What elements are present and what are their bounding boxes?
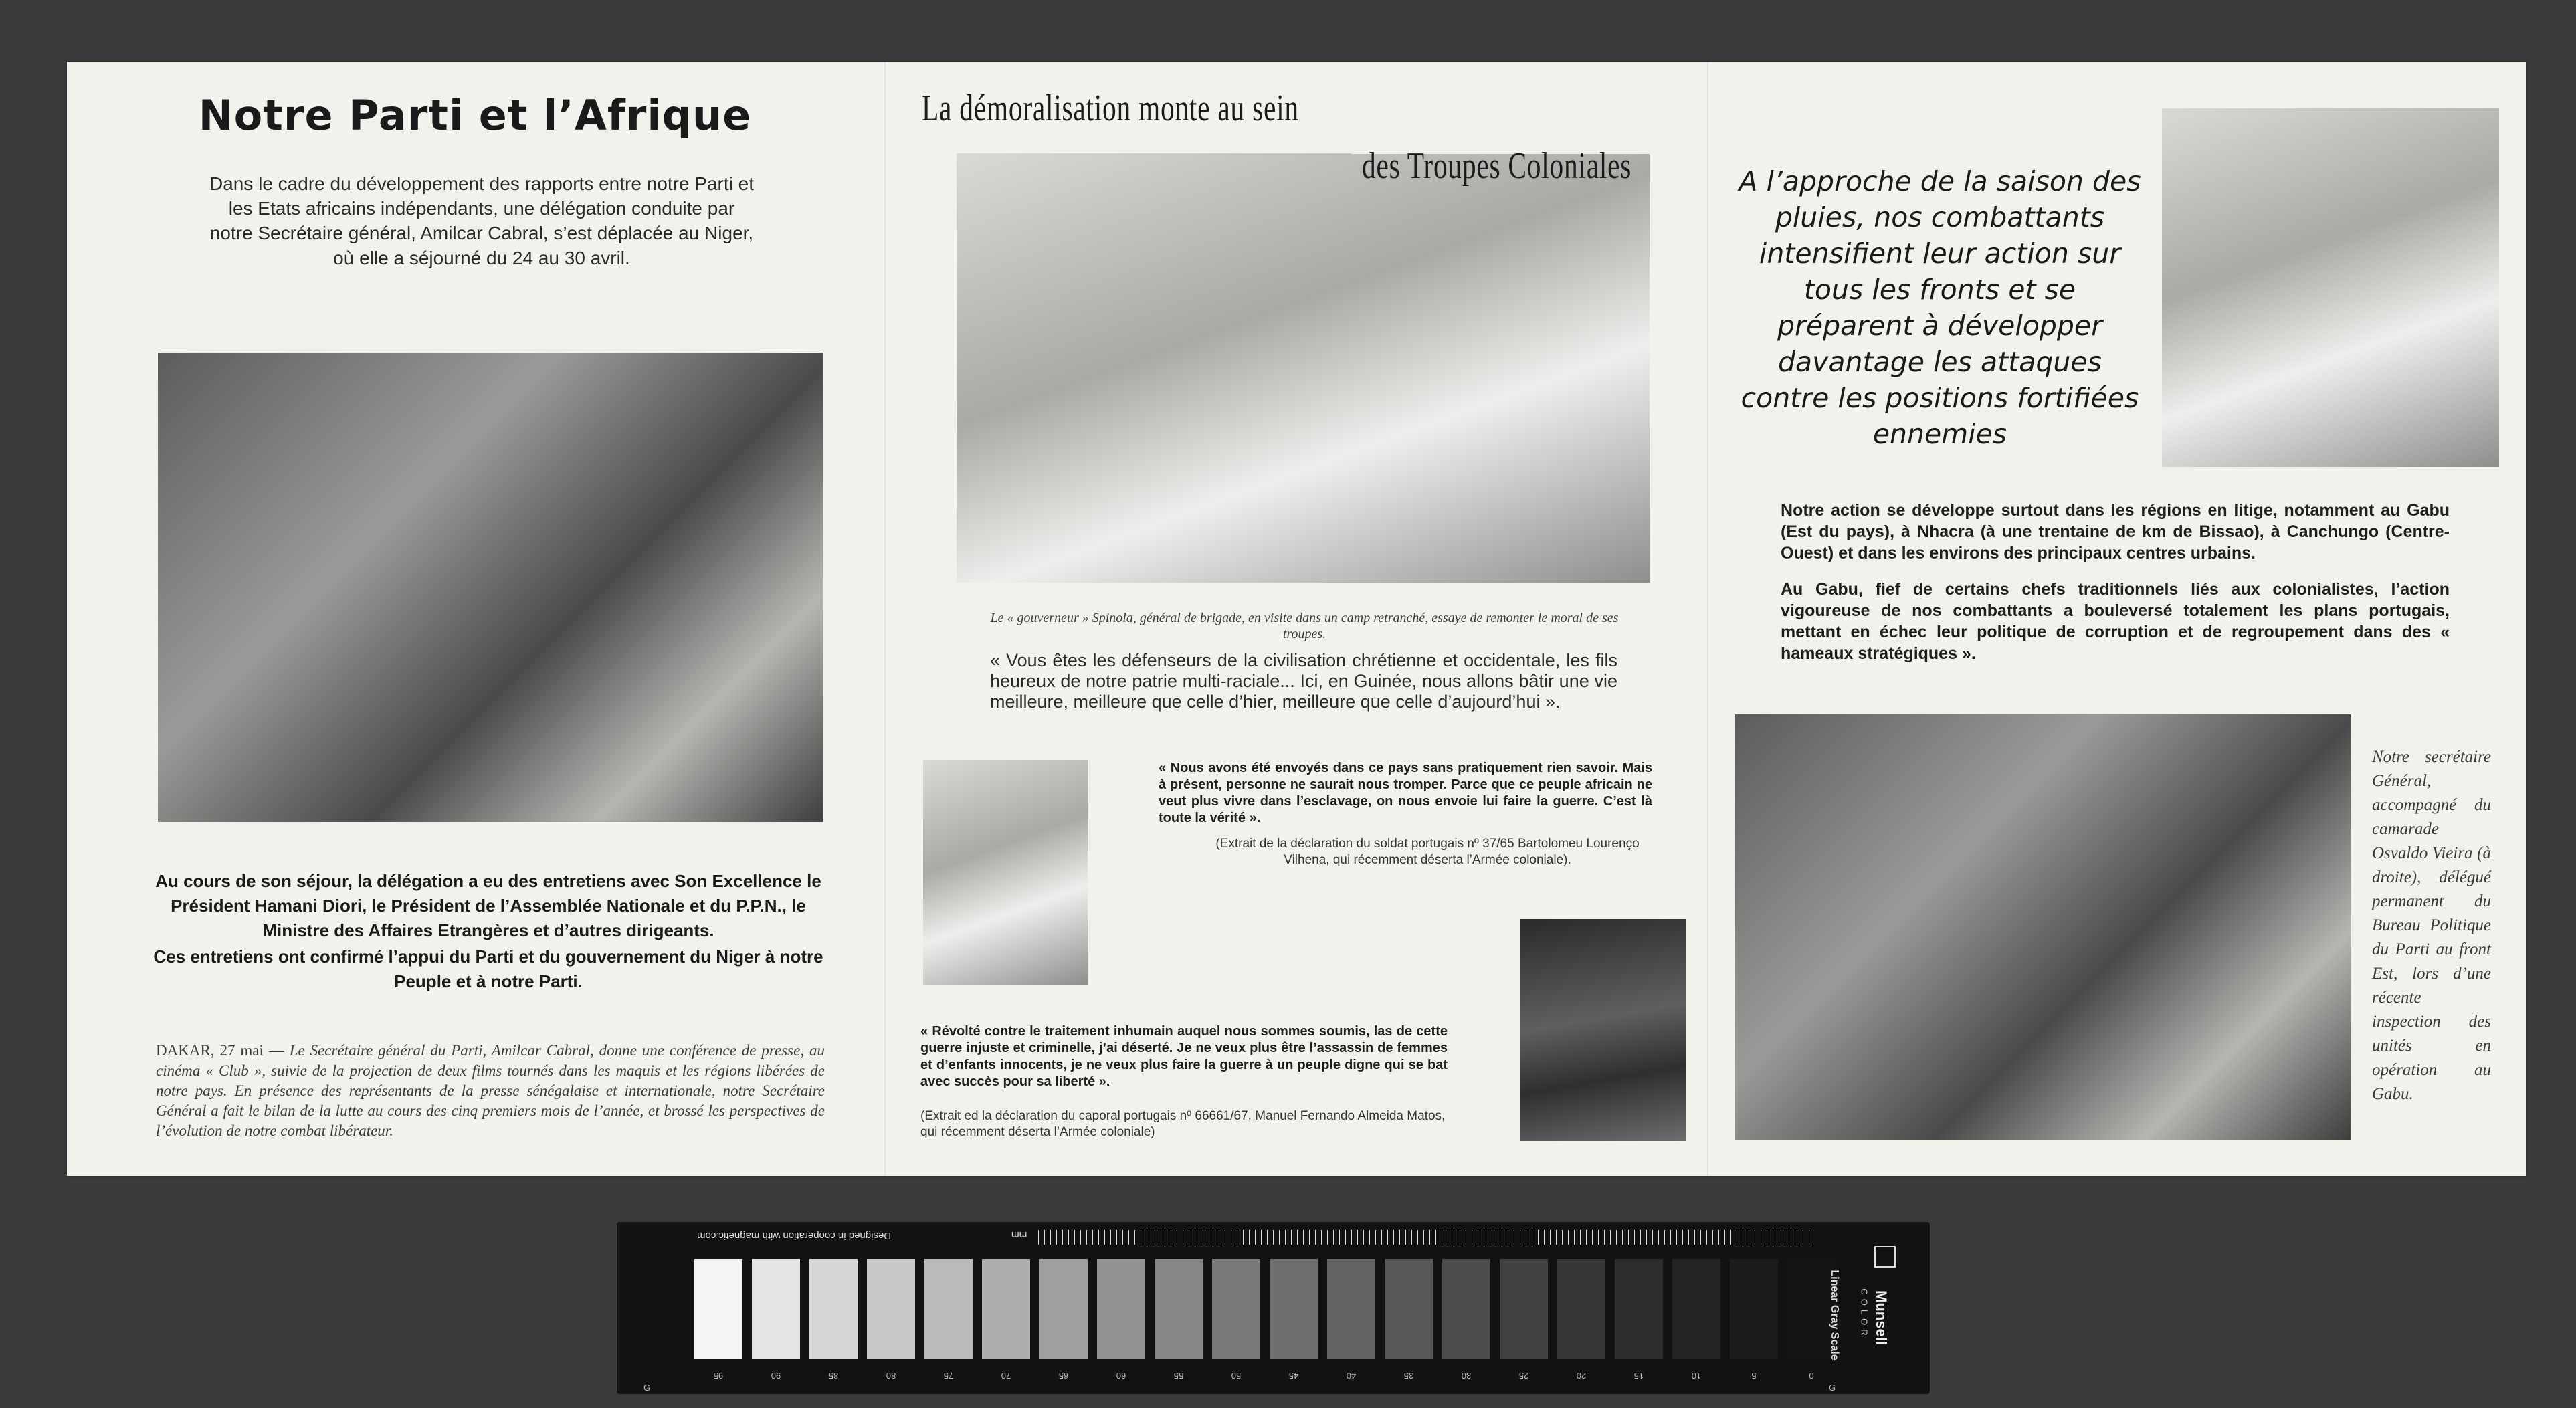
gray-swatch — [924, 1259, 973, 1359]
munsell-branding — [1829, 1235, 1921, 1383]
gray-swatch-label: 10 — [1691, 1371, 1702, 1381]
gray-swatch — [752, 1259, 800, 1359]
testimony-1-source: (Extrait de la déclaration du soldat portugais nº 37/65 Bartolomeu Lourenço Vilhena, qui récemment déserta l’Armée coloniale). — [1215, 837, 1640, 867]
gray-swatch — [1270, 1259, 1318, 1359]
gray-swatch-label: 35 — [1403, 1371, 1414, 1381]
dakar-paragraph — [156, 1041, 825, 1141]
gray-swatch — [1097, 1259, 1145, 1359]
right-para-2: Au Gabu, fief de certains chefs traditionnels liés aux colonialistes, l’action vigoureuse de nos combattants a bouleversé totalement les plans portugais, mettant en échec leur politique de corruption et de regroupement dans des « hameaux stratégiques ». — [1781, 580, 2450, 663]
gray-swatch-label: 25 — [1518, 1371, 1529, 1381]
fold-line-2 — [1707, 62, 1708, 1176]
gray-swatch-label: 70 — [1001, 1371, 1011, 1381]
testimony-2: « Révolté contre le traitement inhumain auquel nous sommes soumis, las de cette guerre injuste et criminelle, j’ai déserté. Je ne veux plus être l’assassin de femmes et d’enfants innocents, je ne veux plus faire la guerre à un peuple digne qui se bat avec succès pour sa liberté ». — [920, 1024, 1448, 1089]
testimony-2-source: (Extrait ed la déclaration du caporal portugais nº 66661/67, Manuel Fernando Almeida Matos, qui récemment déserta l’Armée coloniale) — [920, 1109, 1446, 1139]
gray-swatch-label: 75 — [943, 1371, 954, 1381]
gray-swatch-label: 95 — [713, 1371, 724, 1381]
gray-swatch — [809, 1259, 858, 1359]
middle-title-line-1: La démoralisation monte au sein — [922, 88, 1299, 129]
gray-swatch — [1615, 1259, 1663, 1359]
photo-spinola-visit — [957, 153, 1650, 583]
gray-swatch-label: 90 — [771, 1371, 781, 1381]
gray-swatch — [694, 1259, 742, 1359]
photo-combatants-gabu — [1735, 714, 2351, 1140]
dakar-text: Le Secrétaire général du Parti, Amilcar Cabral, donne une conférence de presse, au cinéma « Club », suivie de la projection de deux films tournés dans les maquis et les régions libérées de notre pays. En présence des représentants de la presse sénégalaise et internationale, notre Secrétaire Général a fait le bilan de la lutte au cours des cinq premiers mois de l’année, et brossé les perspectives de l’évolution de notre combat libérateur. — [156, 1042, 825, 1139]
gray-swatch-label: 0 — [1809, 1371, 1814, 1381]
gray-swatch — [1155, 1259, 1203, 1359]
gray-swatch — [982, 1259, 1030, 1359]
gabu-side-caption: Notre secrétaire Général, accompagné du camarade Osvaldo Vieira (à droite), délégué permanent du Bureau Politique du Parti au front Est, lors d’une récente inspection des unités en opération au Gabu. — [2372, 748, 2491, 1103]
mm-label: mm — [1011, 1230, 1027, 1241]
gray-swatch — [1672, 1259, 1720, 1359]
gray-swatch-label: 80 — [886, 1371, 896, 1381]
testimony-1: « Nous avons été envoyés dans ce pays sans pratiquement rien savoir. Mais à présent, personne ne saurait nous tromper. Parce que ce peuple africain ne veut plus vivre dans l’esclavage, on nous envoie lui faire la guerre. C’est là toute la vérité ». — [1159, 761, 1652, 825]
left-para-2: Ces entretiens ont confirmé l’appui du Parti et du gouvernement du Niger à notre Peuple et à notre Parti. — [153, 946, 823, 991]
gray-swatch-label: 40 — [1346, 1371, 1357, 1381]
right-para-1: Notre action se développe surtout dans les régions en litige, notamment au Gabu (Est du pays), à Nhacra (à une trentaine de km de Bissao), à Canchungo (Centre-Ouest) et dans les environs des principaux centres urbains. — [1781, 501, 2450, 563]
gray-swatch-label: 45 — [1288, 1371, 1299, 1381]
document-page — [67, 62, 2526, 1176]
end-label-left: G — [643, 1383, 651, 1393]
gray-swatch-label: 60 — [1116, 1371, 1126, 1381]
spinola-quote: « Vous êtes les défenseurs de la civilisation chrétienne et occidentale, les fils heureux de notre patrie multi-raciale... Ici, en Guinée, nous allons bâtir une vie meilleure, meilleure que celle d’hier, meilleure que celle d’aujourd’hui ». — [990, 650, 1617, 712]
gray-swatch — [1500, 1259, 1548, 1359]
gray-swatch — [637, 1259, 685, 1359]
photo-delegation-meeting — [158, 353, 823, 822]
left-intro: Dans le cadre du développement des rapports entre notre Parti et les Etats africains indépendants, une délégation conduite par notre Secrétaire général, Amilcar Cabral, s’est déplacée au Niger, où elle a séjourné du 24 au 30 avril. — [209, 173, 755, 268]
fold-line-1 — [884, 62, 886, 1176]
gray-swatch-label: 65 — [1058, 1371, 1069, 1381]
gray-swatch — [1385, 1259, 1433, 1359]
gray-swatch-label: 15 — [1633, 1371, 1644, 1381]
brand-name: Munsell — [1873, 1290, 1890, 1345]
gray-swatch — [1212, 1259, 1260, 1359]
spinola-caption: Le « gouverneur » Spinola, général de brigade, en visite dans un camp retranché, essaye de remonter le moral de ses troupes. — [990, 611, 1619, 641]
gray-swatch — [1557, 1259, 1605, 1359]
gray-swatch-label: 5 — [1751, 1371, 1757, 1381]
photo-caporal-matos — [1520, 919, 1686, 1141]
gray-swatch — [1327, 1259, 1375, 1359]
gray-swatch — [1442, 1259, 1490, 1359]
photo-truck — [2162, 108, 2499, 467]
credit-text: Designed in cooperation with magnetic.com — [697, 1230, 892, 1241]
gray-swatch-label: 20 — [1576, 1371, 1587, 1381]
mm-ruler — [1038, 1230, 1814, 1245]
gray-swatch-label: 85 — [828, 1371, 839, 1381]
dakar-label: DAKAR, 27 mai — — [156, 1042, 284, 1059]
gray-swatch — [867, 1259, 915, 1359]
middle-title-line-2: des Troupes Coloniales — [1362, 145, 1632, 187]
gray-swatch-label: 55 — [1173, 1371, 1184, 1381]
gray-swatch-label: 30 — [1461, 1371, 1472, 1381]
munsell-gray-scale-card — [617, 1222, 1930, 1394]
gray-swatch — [1039, 1259, 1088, 1359]
gray-swatch-label: 50 — [1231, 1371, 1242, 1381]
left-para-1: Au cours de son séjour, la délégation a eu des entretiens avec Son Excellence le Président Hamani Diori, le Président de l’Assemblée Nationale et du P.P.N., le Ministre des Affaires Etrangères et d’autres dirigeants. — [155, 871, 821, 940]
right-headline: A l’approche de la saison des pluies, nos combattants intensifient leur action sur tous les fronts et se préparent à développer davantage les attaques contre les positions fortifiées ennemies — [1739, 165, 2141, 450]
gray-swatch — [1730, 1259, 1778, 1359]
left-title: Notre Parti et l’Afrique — [198, 91, 752, 140]
brand-sub: COLOR — [1859, 1288, 1870, 1340]
scale-name: Linear Gray Scale — [1829, 1270, 1840, 1361]
end-label-right: G — [1829, 1383, 1836, 1393]
photo-soldier-vilhena — [923, 760, 1088, 985]
